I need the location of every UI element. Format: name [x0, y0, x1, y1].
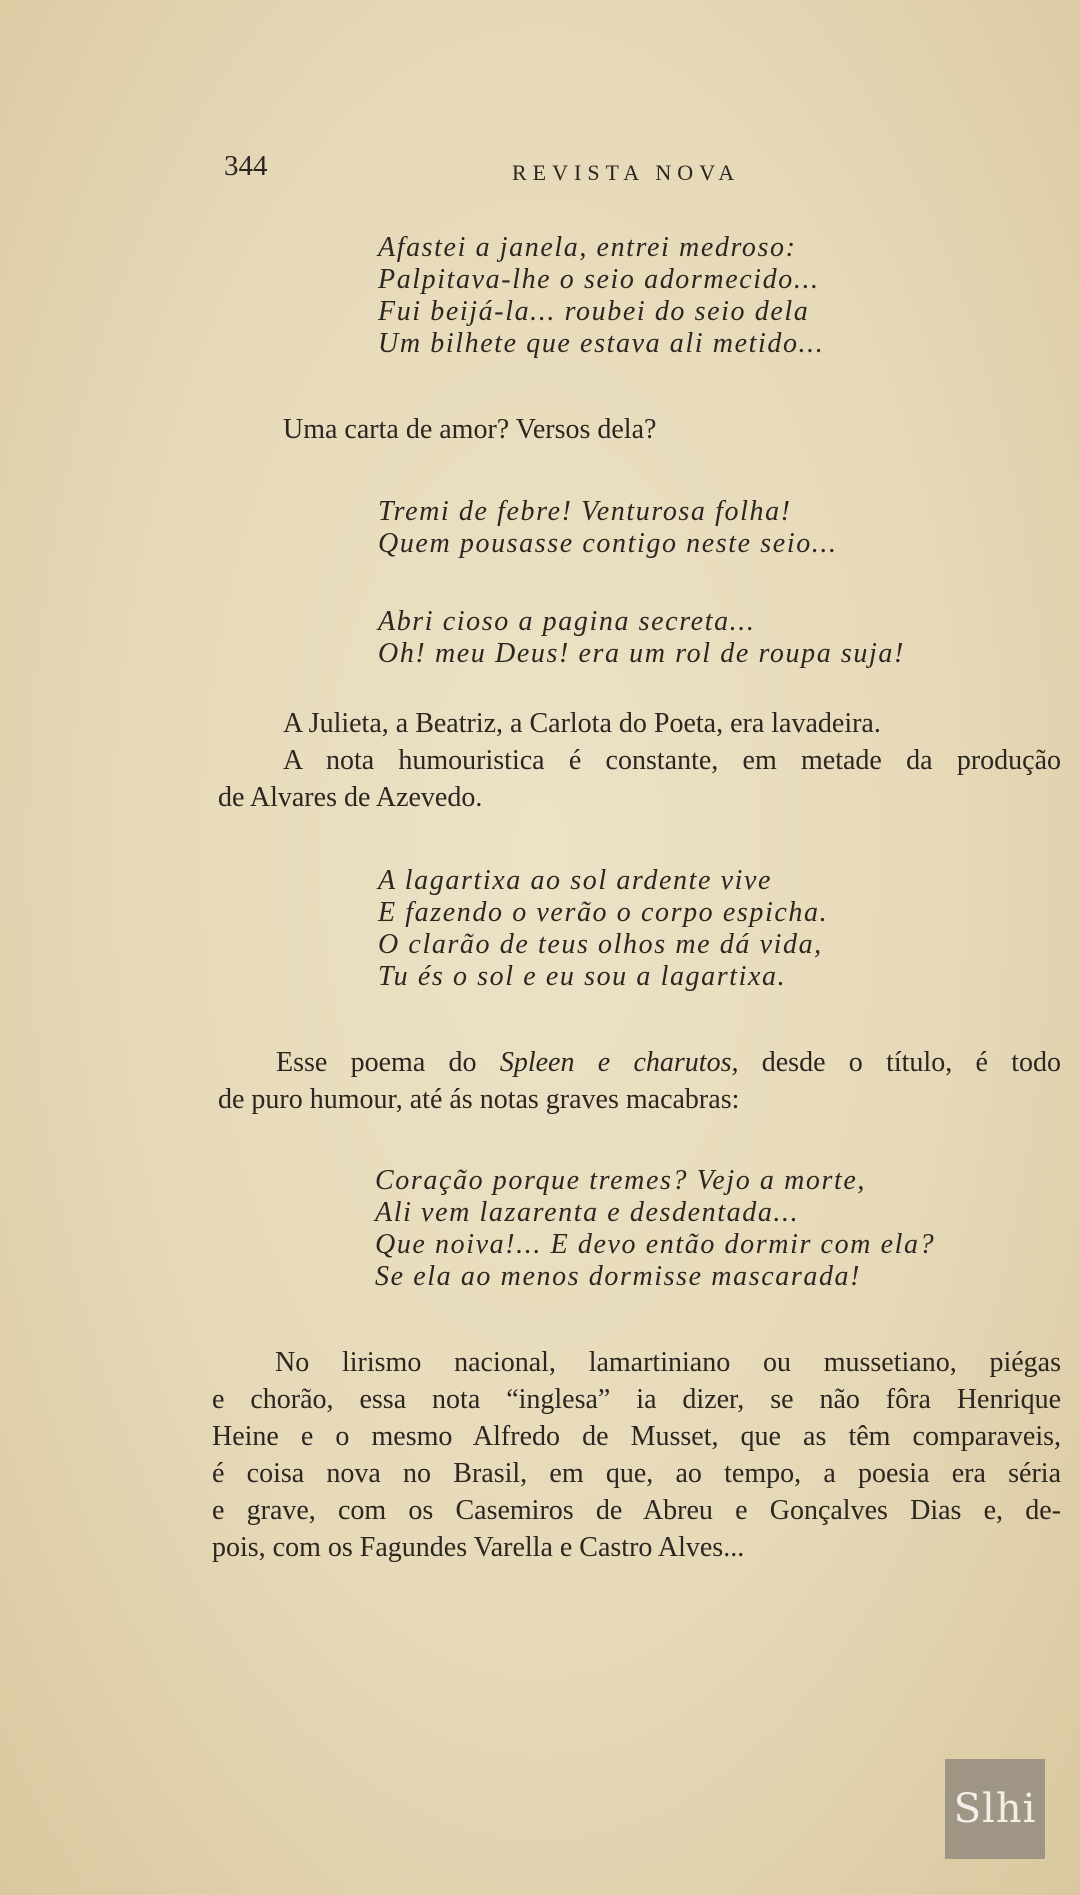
verse-line: Oh! meu Deus! era um rol de roupa suja! [378, 638, 905, 669]
prose-line: e grave, com os Casemiros de Abreu e Gonçalves Dias e, de- [212, 1495, 1061, 1526]
prose-paragraph-2 [218, 705, 1061, 816]
prose-line: e chorão, essa nota “inglesa” ia dizer, se não fôra Henrique [212, 1384, 1061, 1415]
prose-line: é coisa nova no Brasil, em que, ao tempo, a poesia era séria [212, 1458, 1061, 1489]
library-logo: Slhi [945, 1759, 1045, 1859]
verse-line: E fazendo o verão o corpo espicha. [378, 897, 829, 928]
prose-line: Uma carta de amor? Versos dela? [283, 414, 657, 445]
prose-line: pois, com os Fagundes Varella e Castro Alves... [212, 1532, 745, 1563]
verse-line: A lagartixa ao sol ardente vive [378, 865, 773, 896]
verse-line: Abri cioso a pagina secreta... [378, 606, 756, 637]
verse-line: Um bilhete que estava ali metido... [378, 328, 825, 359]
prose-paragraph-1 [283, 411, 656, 448]
verse-line: Ali vem lazarenta e desdentada... [375, 1197, 800, 1228]
verse-line: Coração porque tremes? Vejo a morte, [375, 1165, 867, 1196]
verse-line: Afastei a janela, entrei medroso: [378, 232, 797, 263]
verse-line: Tremi de febre! Venturosa folha! [378, 496, 792, 527]
verse-line: Palpitava-lhe o seio adormecido... [378, 264, 820, 295]
poem-stanza-3 [378, 606, 905, 670]
prose-text: Esse poema do [276, 1047, 500, 1078]
prose-paragraph-4 [212, 1344, 1061, 1566]
prose-line: de Alvares de Azevedo. [218, 782, 483, 813]
prose-line: de puro humour, até ás notas graves macabras: [218, 1084, 740, 1115]
verse-line: Tu és o sol e eu sou a lagartixa. [378, 961, 787, 992]
poem-stanza-1 [378, 232, 824, 360]
verse-line: Que noiva!... E devo então dormir com ela? [375, 1229, 936, 1260]
prose-line: No lirismo nacional, lamartiniano ou mussetiano, piégas [275, 1347, 1061, 1378]
verse-line: Se ela ao menos dormisse mascarada! [375, 1261, 862, 1292]
prose-line: A Julieta, a Beatriz, a Carlota do Poeta, era lavadeira. [283, 708, 881, 739]
verse-line: Fui beijá-la... roubei do seio dela [378, 296, 810, 327]
prose-paragraph-3 [218, 1044, 1061, 1118]
prose-line [218, 1044, 1061, 1081]
prose-line: A nota humouristica é constante, em metade da produção [283, 745, 1061, 776]
page-number: 344 [224, 150, 268, 182]
verse-line: O clarão de teus olhos me dá vida, [378, 929, 823, 960]
poem-stanza-2 [378, 496, 838, 560]
book-title: Spleen e charutos, [499, 1047, 739, 1078]
running-head: REVISTA NOVA [512, 160, 741, 185]
verse-line: Quem pousasse contigo neste seio... [378, 528, 838, 559]
prose-line: Heine e o mesmo Alfredo de Musset, que as têm comparaveis, [212, 1421, 1061, 1452]
poem-stanza-4 [378, 865, 828, 993]
prose-text: desde o título, é todo [738, 1047, 1061, 1078]
poem-stanza-5 [375, 1165, 935, 1293]
